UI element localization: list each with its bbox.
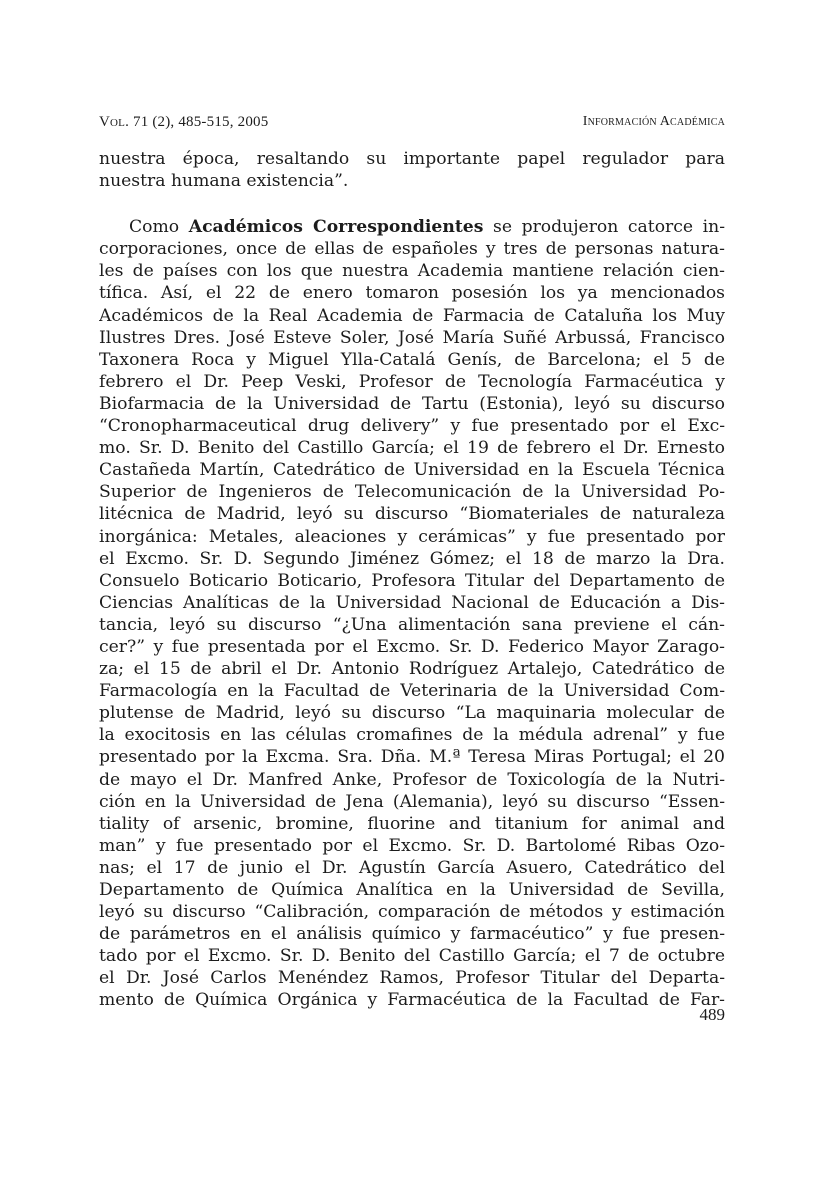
text-run: Como [129, 217, 189, 238]
text-line: man” y fue presentado por el Excmo. Sr. D. Bartolomé Ribas Ozo- [99, 835, 725, 856]
text-line: Biofarmacia de la Universidad de Tartu (Estonia), leyó su discurso [99, 393, 725, 414]
text-line: Académicos de la Real Academia de Farmacia de Cataluña los Muy [99, 305, 725, 326]
text-line: tífica. Así, el 22 de enero tomaron posesión los ya mencionados [99, 283, 725, 304]
bold-term: Académicos Correspondientes [188, 217, 484, 238]
section-title: Información Académica [582, 114, 725, 129]
text-line: Ciencias Analíticas de la Universidad Nacional de Educación a Dis- [99, 592, 725, 613]
text-line: Castañeda Martín, Catedrático de Universidad en la Escuela Técnica [99, 460, 725, 481]
text-line-first [99, 216, 725, 238]
text-line: el Dr. José Carlos Menéndez Ramos, Profesor Titular del Departa- [99, 968, 725, 989]
text-line: leyó su discurso “Calibración, comparación de métodos y estimación [99, 902, 725, 923]
text-run: se produjeron catorce in- [483, 217, 725, 238]
text-line: mo. Sr. D. Benito del Castillo García; el 19 de febrero el Dr. Ernesto [99, 438, 725, 459]
body-text [99, 148, 725, 1012]
text-line: plutense de Madrid, leyó su discurso “La maquinaria molecular de [99, 703, 725, 724]
text-line: corporaciones, once de ellas de españoles y tres de personas natura- [99, 239, 725, 260]
text-line: febrero el Dr. Peep Veski, Profesor de Tecnología Farmacéutica y [99, 371, 725, 392]
text-line: de mayo el Dr. Manfred Anke, Profesor de Toxicología de la Nutri- [99, 769, 725, 790]
page-number: 489 [699, 1005, 725, 1024]
text-line: tado por el Excmo. Sr. D. Benito del Castillo García; el 7 de octubre [99, 946, 725, 967]
text-line: nuestra época, resaltando su importante papel regulador para [99, 149, 725, 169]
text-line: “Cronopharmaceutical drug delivery” y fue presentado por el Exc- [99, 416, 725, 437]
text-line: litécnica de Madrid, leyó su discurso “Biomateriales de naturaleza [99, 504, 725, 525]
text-line: tancia, leyó su discurso “¿Una alimentación sana previene el cán- [99, 614, 725, 635]
text-line: Farmacología en la Facultad de Veterinaria de la Universidad Com- [99, 681, 725, 702]
text-line: Departamento de Química Analítica en la Universidad de Sevilla, [99, 880, 725, 900]
text-line: inorgánica: Metales, aleaciones y cerámicas” y fue presentado por [99, 526, 725, 547]
text-line: ción en la Universidad de Jena (Alemania), leyó su discurso “Essen- [99, 791, 725, 812]
text-line: Consuelo Boticario Boticario, Profesora Titular del Departamento de [99, 570, 725, 591]
journal-reference: Vol. 71 (2), 485-515, 2005 [99, 114, 269, 130]
text-line: les de países con los que nuestra Academia mantiene relación cien- [99, 261, 725, 282]
text-line: nas; el 17 de junio el Dr. Agustín García Asuero, Catedrático del [99, 857, 725, 878]
text-line: el Excmo. Sr. D. Segundo Jiménez Gómez; el 18 de marzo la Dra. [99, 548, 725, 569]
text-line: za; el 15 de abril el Dr. Antonio Rodríguez Artalejo, Catedrático de [99, 659, 725, 680]
text-line: la exocitosis en las células cromafines de la médula adrenal” y fue [99, 725, 725, 746]
text-line: Superior de Ingenieros de Telecomunicación de la Universidad Po- [99, 482, 725, 503]
paragraph-correspondientes [99, 216, 725, 1011]
running-header [99, 114, 725, 134]
text-line: cer?” y fue presentada por el Excmo. Sr. D. Federico Mayor Zarago- [99, 636, 725, 657]
paragraph-spacer [99, 192, 725, 216]
text-line: Taxonera Roca y Miguel Ylla-Catalá Genís, de Barcelona; el 5 de [99, 349, 725, 370]
text-line: nuestra humana existencia”. [99, 171, 349, 192]
text-line: de parámetros en el análisis químico y farmacéutico” y fue presen- [99, 924, 725, 945]
text-line: mento de Química Orgánica y Farmacéutica de la Facultad de Far- [99, 990, 725, 1011]
text-line: tiality of arsenic, bromine, fluorine and titanium for animal and [99, 813, 725, 834]
text-line: Ilustres Dres. José Esteve Soler, José María Suñé Arbussá, Francisco [99, 327, 725, 348]
text-line: presentado por la Excma. Sra. Dña. M.ª Teresa Miras Portugal; el 20 [99, 747, 725, 768]
paragraph-continuation [99, 148, 725, 192]
